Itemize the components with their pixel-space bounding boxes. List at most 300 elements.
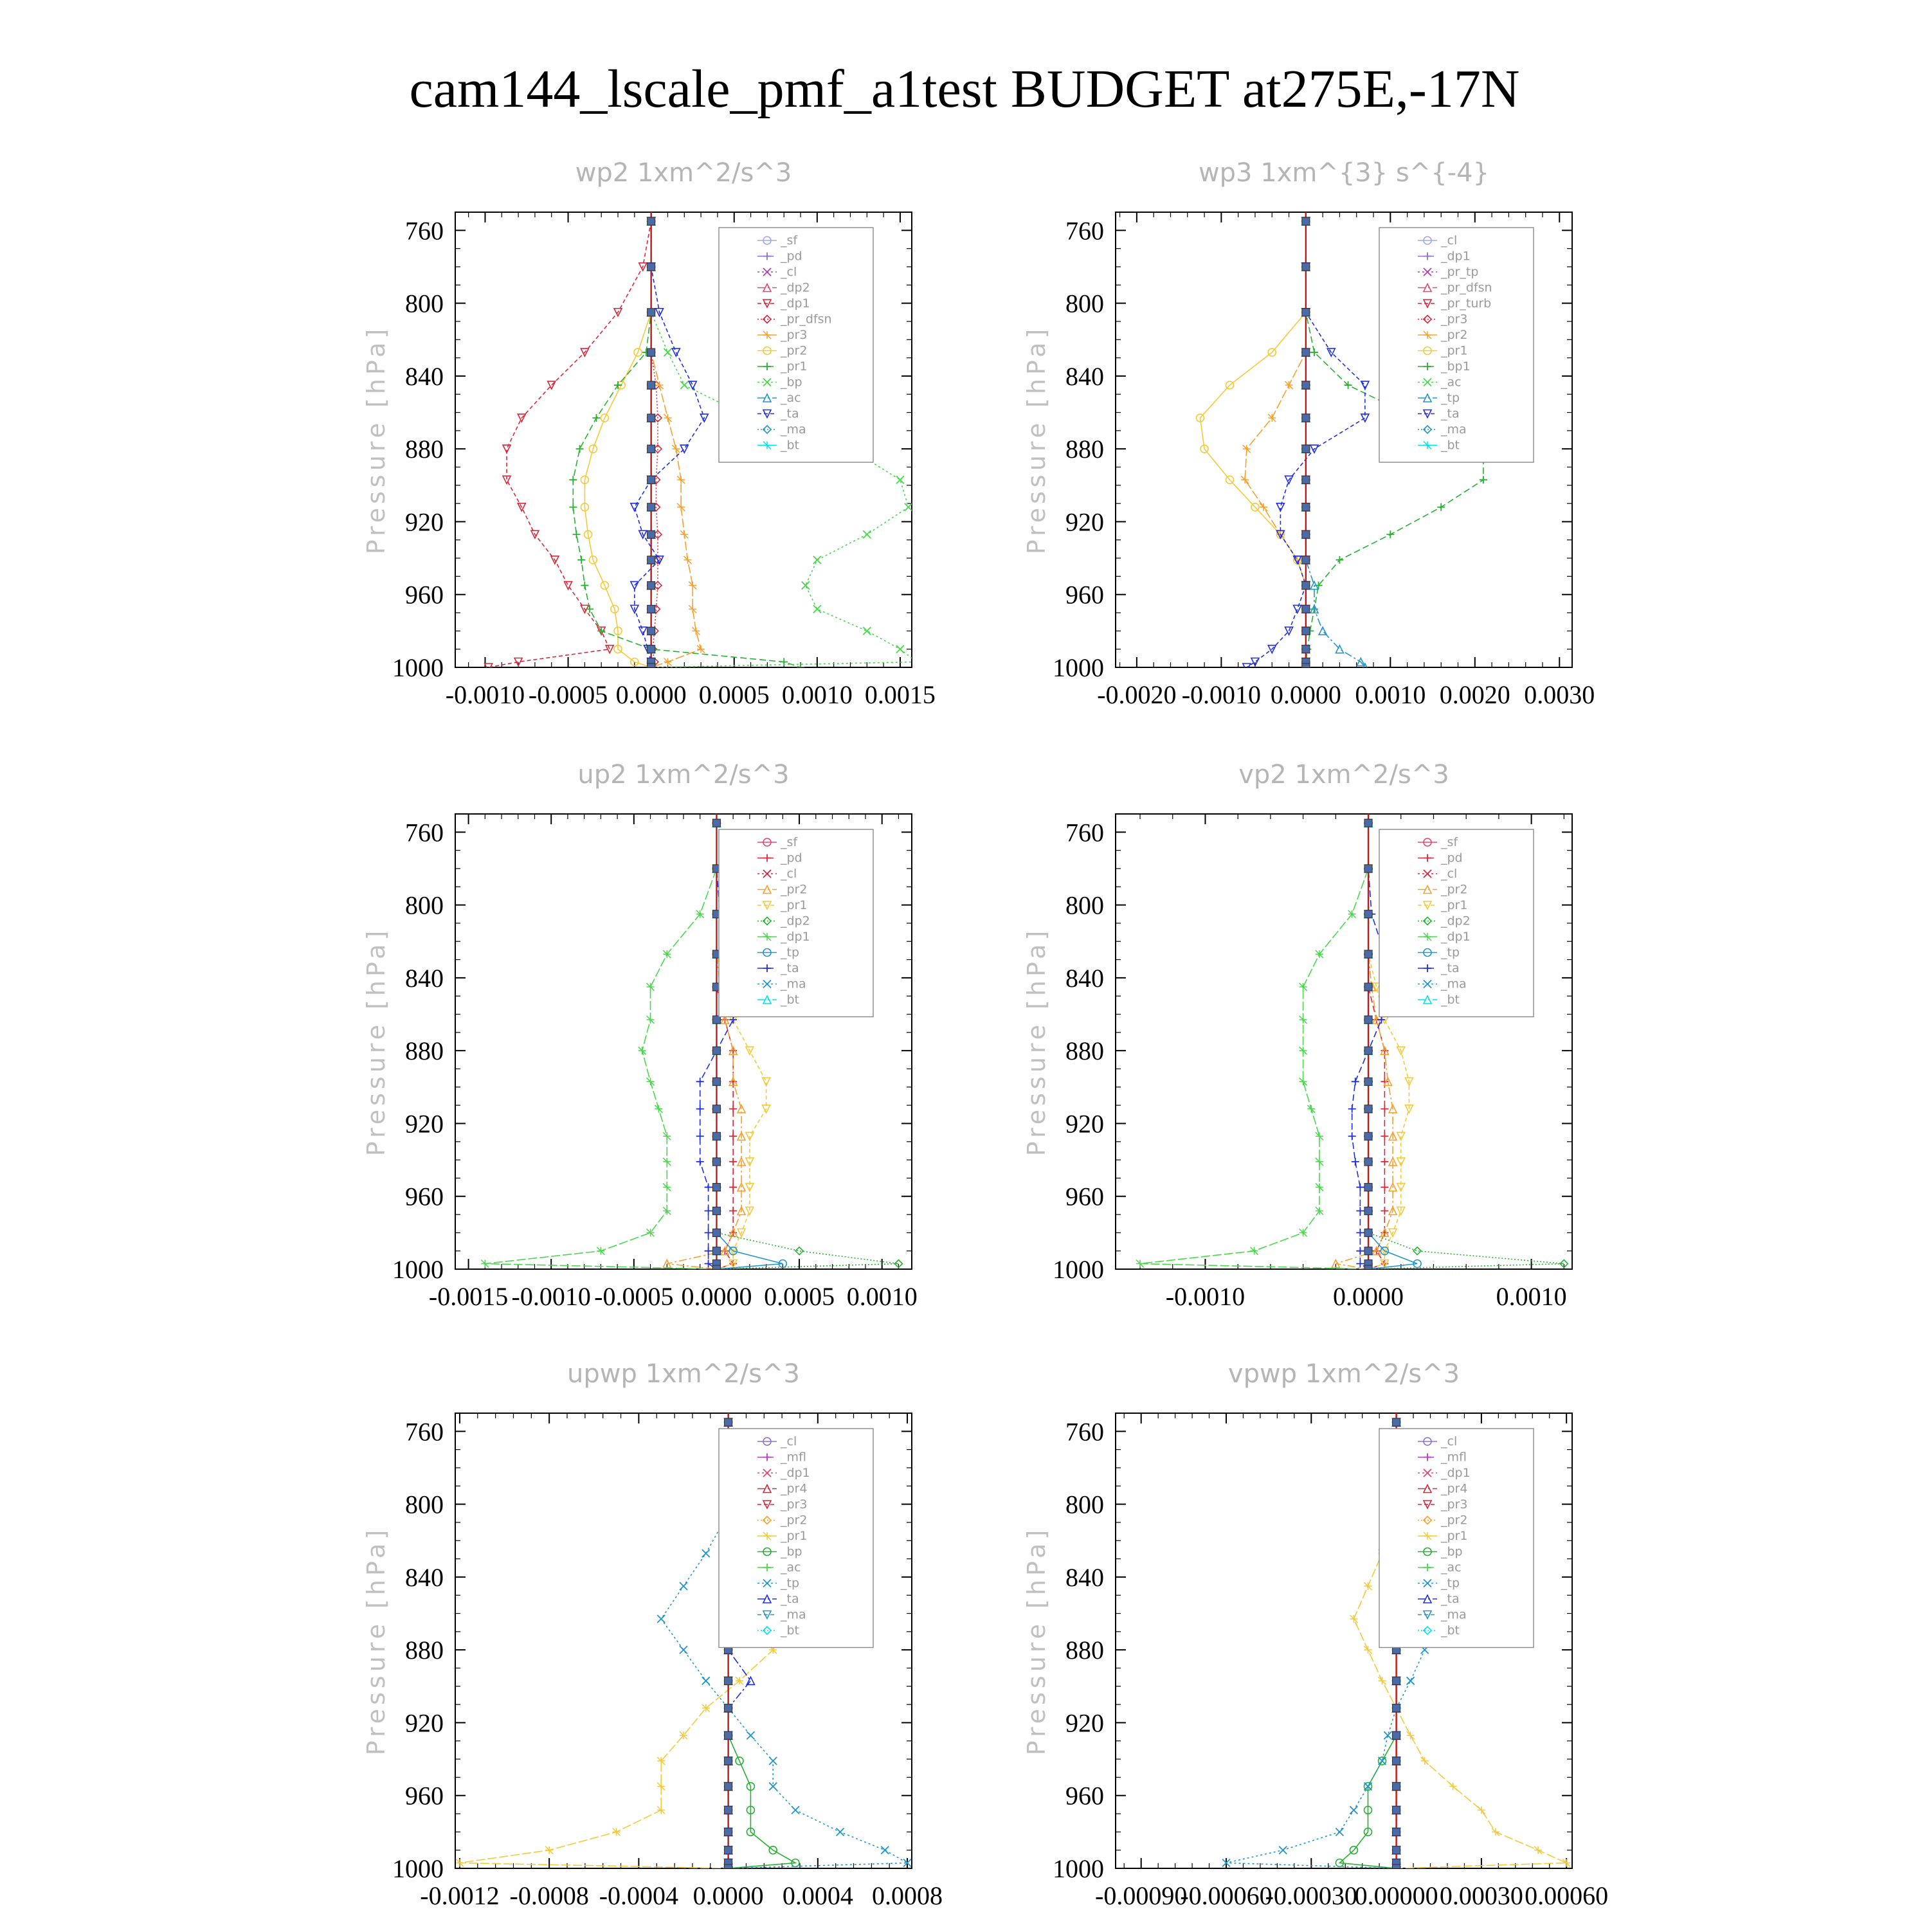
- data-point-dp1: [647, 1078, 655, 1085]
- chart-title: upwp 1xm^2/s^3: [567, 1359, 800, 1389]
- total-budget-marker: [725, 1806, 732, 1814]
- data-point-tp: [680, 1582, 687, 1590]
- y-tick-label: 880: [1065, 1036, 1104, 1066]
- total-budget-marker: [1393, 1757, 1400, 1765]
- y-axis-label: Pressure [hPa]: [362, 926, 390, 1157]
- legend-label: _pr_dfsn: [1441, 280, 1492, 295]
- legend-label: _cl: [1441, 233, 1458, 248]
- total-budget-marker: [1364, 1247, 1372, 1255]
- data-point-pr3: [672, 445, 680, 453]
- legend-label: _ta: [1441, 406, 1460, 421]
- data-point-pr1: [1364, 1582, 1372, 1590]
- total-budget-marker: [725, 1828, 732, 1836]
- data-point-pr2: [1243, 445, 1251, 453]
- total-budget-marker: [1302, 381, 1310, 389]
- legend-label: _bp1: [1441, 359, 1471, 374]
- x-tick-label: 0.0010: [1355, 680, 1426, 709]
- data-point-tp: [657, 1615, 665, 1623]
- total-budget-marker: [725, 1846, 732, 1854]
- y-tick-label: 840: [405, 963, 444, 993]
- series-line-pr3: [651, 221, 701, 667]
- data-point-dp1: [647, 1016, 655, 1024]
- series-line-dp1: [489, 221, 651, 667]
- x-tick-label: 0.0008: [872, 1881, 943, 1910]
- legend-label: _pr1: [781, 359, 808, 374]
- data-point-dp1: [647, 1229, 655, 1236]
- data-point-pr1: [1562, 1859, 1570, 1867]
- y-tick-label: 800: [1065, 1490, 1104, 1519]
- x-tick-label: -0.0010: [511, 1282, 591, 1311]
- data-point-dp1: [597, 1247, 604, 1255]
- legend-label: _pr1: [1441, 1529, 1468, 1543]
- legend-label: _pr2: [1441, 1513, 1468, 1528]
- data-point-pr1: [614, 381, 622, 389]
- y-tick-label: 880: [405, 1636, 444, 1665]
- y-tick-label: 1000: [392, 1854, 444, 1883]
- data-point-pr1: [545, 1846, 553, 1854]
- data-point-pr3: [664, 414, 671, 422]
- data-point-pd: [1381, 1207, 1388, 1214]
- legend-label: _cl: [781, 1434, 797, 1449]
- total-budget-marker: [712, 1229, 720, 1236]
- data-point-bp: [802, 582, 810, 590]
- data-point-tp: [1407, 1677, 1415, 1684]
- data-point-ta: [1356, 1207, 1364, 1214]
- y-tick-label: 760: [1065, 1417, 1104, 1447]
- total-budget-marker: [1364, 1132, 1372, 1140]
- y-tick-label: 760: [1065, 818, 1104, 847]
- legend-label: _pr2: [1441, 882, 1468, 897]
- legend-label: _ta: [781, 961, 799, 975]
- x-tick-label: 0.0000: [615, 680, 687, 709]
- legend-label: _pr3: [1441, 312, 1468, 327]
- legend-label: _ma: [1441, 1607, 1467, 1622]
- legend-label: _ac: [781, 391, 801, 405]
- legend-label: _pr1: [1441, 343, 1468, 358]
- total-budget-marker: [1302, 414, 1310, 422]
- legend-label: _pr_tp: [1441, 265, 1479, 279]
- data-point-ta: [696, 1132, 704, 1140]
- y-tick-label: 880: [1065, 435, 1104, 464]
- data-point-ta: [1348, 1132, 1356, 1140]
- legend-label: _pr2: [781, 882, 808, 897]
- y-tick-label: 1000: [1053, 1255, 1104, 1284]
- x-tick-label: 0.00000: [1354, 1881, 1438, 1910]
- legend-label: _sf: [781, 233, 798, 248]
- x-tick-label: 0.0020: [1439, 680, 1510, 709]
- total-budget-marker: [1302, 263, 1310, 271]
- data-point-ta: [696, 1078, 704, 1085]
- data-point-pd: [1381, 1229, 1388, 1236]
- data-point-pr1: [1379, 1677, 1386, 1684]
- total-budget-marker: [1393, 1846, 1400, 1854]
- data-point-bp1: [1480, 476, 1487, 483]
- x-tick-label: 0.0005: [764, 1282, 835, 1311]
- legend-label: _ma: [781, 422, 806, 437]
- data-point-tp: [1350, 1806, 1357, 1814]
- chart-panel-5: [362, 1359, 943, 1910]
- data-point-dp1: [1307, 1105, 1315, 1113]
- y-tick-label: 800: [405, 1490, 444, 1519]
- y-tick-label: 1000: [392, 653, 444, 682]
- legend-label: _dp1: [1441, 930, 1471, 944]
- data-point-pr3: [692, 627, 700, 635]
- legend-label: _cl: [1441, 1434, 1458, 1449]
- legend-label: _dp1: [1441, 1466, 1471, 1480]
- y-tick-label: 760: [405, 818, 444, 847]
- data-point-pr1: [569, 476, 577, 483]
- y-tick-label: 920: [1065, 1708, 1104, 1738]
- data-point-pr1: [586, 605, 593, 613]
- y-axis-label: Pressure [hPa]: [1022, 926, 1051, 1157]
- total-budget-marker: [1302, 445, 1310, 453]
- data-point-ta: [1352, 1158, 1359, 1166]
- data-point-pr1: [577, 556, 585, 564]
- data-point-bp: [863, 627, 871, 635]
- total-budget-marker: [1393, 1704, 1400, 1712]
- y-tick-label: 920: [405, 507, 444, 537]
- legend-label: _ac: [1441, 1560, 1462, 1575]
- y-tick-label: 840: [1065, 963, 1104, 993]
- total-budget-marker: [725, 1704, 732, 1712]
- legend-label: _dp1: [781, 1466, 810, 1480]
- data-point-pr1: [657, 1806, 665, 1814]
- data-point-dp1: [655, 1105, 662, 1113]
- data-point-dp1: [663, 1158, 671, 1166]
- data-point-tp: [1379, 1757, 1386, 1765]
- data-point-pr1: [581, 582, 588, 590]
- legend-label: _pr1: [1441, 898, 1468, 912]
- legend-label: _ac: [781, 1560, 801, 1575]
- total-budget-marker: [648, 381, 655, 389]
- data-point-pr1: [1478, 1806, 1485, 1814]
- total-budget-marker: [1302, 646, 1310, 653]
- data-point-dp1: [1300, 1016, 1307, 1024]
- total-budget-marker: [712, 1265, 720, 1273]
- data-point-ta: [1348, 1105, 1356, 1113]
- total-budget-marker: [648, 664, 655, 671]
- total-budget-marker: [712, 1247, 720, 1255]
- legend-label: _pr_turb: [1441, 296, 1492, 311]
- x-tick-label: 0.0000: [1333, 1282, 1404, 1311]
- data-point-tp: [881, 1846, 889, 1854]
- data-point-pr3: [680, 530, 688, 538]
- data-point-ta: [705, 1207, 712, 1214]
- total-budget-marker: [725, 1731, 732, 1739]
- legend-label: _pr3: [781, 1497, 808, 1512]
- legend-label: _ta: [1441, 961, 1460, 975]
- legend-label: _dp1: [1441, 249, 1471, 264]
- data-point-tp: [747, 1731, 754, 1739]
- x-tick-label: -0.0005: [528, 680, 608, 709]
- legend-label: _pd: [781, 851, 802, 865]
- legend-label: _bt: [781, 438, 800, 453]
- y-axis-label: Pressure [hPa]: [1022, 325, 1051, 555]
- y-tick-label: 920: [405, 1708, 444, 1738]
- x-tick-label: 0.0010: [846, 1282, 918, 1311]
- legend-label: _mfl: [781, 1450, 806, 1465]
- legend-label: _pr1: [781, 1529, 808, 1543]
- legend-label: _dp2: [1441, 914, 1471, 928]
- total-budget-marker: [1364, 950, 1372, 958]
- legend-label: _bt: [781, 1623, 800, 1638]
- y-tick-label: 800: [405, 890, 444, 920]
- total-budget-marker: [1364, 1016, 1372, 1024]
- data-point-pr1: [569, 503, 577, 511]
- total-budget-marker: [1302, 503, 1310, 511]
- data-point-dp1: [1300, 1229, 1307, 1236]
- x-tick-label: -0.00090: [1095, 1881, 1188, 1910]
- legend-label: _mfl: [1441, 1450, 1467, 1465]
- data-point-bp: [896, 476, 904, 483]
- legend-label: _dp1: [781, 296, 810, 311]
- data-point-pd: [1381, 1132, 1388, 1140]
- total-budget-marker: [648, 348, 655, 356]
- y-tick-label: 760: [405, 1417, 444, 1447]
- data-point-pd: [729, 1105, 737, 1113]
- legend-label: _cl: [781, 265, 797, 279]
- data-point-dp1: [1316, 1158, 1323, 1166]
- data-point-ta: [1356, 1260, 1364, 1268]
- legend-label: _ma: [781, 1607, 806, 1622]
- legend-label: _tp: [1441, 945, 1460, 960]
- data-point-ta: [705, 1260, 712, 1268]
- data-point-pr1: [572, 530, 580, 538]
- chart-panel-3: [362, 760, 918, 1311]
- total-budget-marker: [1364, 1229, 1372, 1236]
- legend-label: _bt: [1441, 1623, 1460, 1638]
- page-title: cam144_lscale_pmf_a1test BUDGET at275E,-17N: [409, 59, 1520, 119]
- data-point-pr1: [1407, 1731, 1415, 1739]
- y-tick-label: 800: [1065, 890, 1104, 920]
- data-point-bp1: [1437, 503, 1445, 511]
- chart-panel-1: [362, 158, 936, 709]
- data-point-tp: [1279, 1846, 1287, 1854]
- legend-label: _pr3: [781, 328, 808, 342]
- chart-panel-6: [1022, 1359, 1608, 1910]
- data-point-dp1: [1300, 983, 1307, 991]
- total-budget-marker: [648, 503, 655, 511]
- series-line-pr1: [1200, 221, 1305, 667]
- data-point-pd: [729, 1158, 737, 1166]
- y-tick-label: 960: [405, 1182, 444, 1211]
- data-point-pr1: [657, 1783, 665, 1791]
- total-budget-marker: [1364, 1265, 1372, 1273]
- data-point-bp: [913, 658, 921, 666]
- data-point-bp1: [1336, 556, 1343, 564]
- y-tick-label: 840: [405, 1562, 444, 1592]
- legend-label: _pr2: [781, 1513, 808, 1528]
- total-budget-marker: [1393, 1864, 1400, 1872]
- y-axis-label: Pressure [hPa]: [1022, 1526, 1051, 1756]
- data-point-pr3: [689, 605, 696, 613]
- y-tick-label: 920: [1065, 1109, 1104, 1139]
- legend-label: _dp2: [781, 280, 810, 295]
- data-point-ta: [696, 1105, 704, 1113]
- data-point-pr2: [1285, 381, 1293, 389]
- total-budget-marker: [1364, 910, 1372, 918]
- data-point-dp1: [638, 1047, 646, 1054]
- legend-label: _tp: [781, 945, 800, 960]
- total-budget-marker: [712, 1132, 720, 1140]
- legend-label: _sf: [781, 835, 798, 849]
- total-budget-marker: [1302, 582, 1310, 590]
- y-tick-label: 1000: [1053, 1854, 1104, 1883]
- y-tick-label: 760: [405, 216, 444, 246]
- total-budget-marker: [712, 1207, 720, 1214]
- y-tick-label: 920: [405, 1109, 444, 1139]
- chart-title: up2 1xm^2/s^3: [577, 760, 790, 790]
- x-tick-label: -0.0005: [594, 1282, 674, 1311]
- legend-label: _ta: [781, 406, 799, 421]
- total-budget-marker: [648, 605, 655, 613]
- data-point-pr3: [684, 556, 691, 564]
- legend-label: _ma: [781, 977, 806, 991]
- total-budget-marker: [648, 627, 655, 635]
- data-point-dp1: [1300, 1047, 1307, 1054]
- data-point-ta: [696, 1158, 704, 1166]
- y-tick-label: 800: [405, 289, 444, 318]
- total-budget-marker: [725, 1757, 732, 1765]
- x-tick-label: 0.0015: [864, 680, 936, 709]
- data-point-bp: [813, 605, 821, 613]
- total-budget-marker: [712, 1184, 720, 1191]
- data-point-dp1: [1300, 1078, 1307, 1085]
- data-point-pr1: [1364, 1646, 1372, 1654]
- data-point-tp: [769, 1757, 777, 1765]
- legend-label: _bp: [1441, 1544, 1463, 1559]
- legend-label: _dp1: [781, 930, 810, 944]
- y-axis-label: Pressure [hPa]: [362, 325, 390, 555]
- data-point-bp: [680, 381, 688, 389]
- x-tick-label: -0.0010: [445, 680, 525, 709]
- data-point-dp1: [663, 1207, 671, 1214]
- legend-label: _cl: [1441, 867, 1458, 881]
- total-budget-marker: [1393, 1806, 1400, 1814]
- legend-label: _pr1: [781, 898, 808, 912]
- y-tick-label: 960: [405, 580, 444, 609]
- legend-label: _bt: [1441, 438, 1460, 453]
- x-tick-label: -0.0008: [509, 1881, 589, 1910]
- y-tick-label: 960: [1065, 1182, 1104, 1211]
- total-budget-marker: [1364, 1158, 1372, 1166]
- total-budget-marker: [648, 217, 655, 225]
- total-budget-marker: [648, 582, 655, 590]
- legend-label: _dp2: [781, 914, 810, 928]
- total-budget-marker: [1393, 1828, 1400, 1836]
- legend-label: _bt: [1441, 993, 1460, 1007]
- total-budget-marker: [648, 476, 655, 483]
- data-point-dp1: [1316, 1132, 1323, 1140]
- y-tick-label: 1000: [392, 1255, 444, 1284]
- total-budget-marker: [712, 819, 720, 827]
- legend-label: _pr_dfsn: [781, 312, 832, 327]
- data-point-pd: [729, 1132, 737, 1140]
- series-line-tp: [1306, 221, 1365, 667]
- data-point-dp1: [1316, 1207, 1323, 1214]
- legend-label: _pr3: [1441, 1497, 1468, 1512]
- data-point-bp: [896, 646, 904, 653]
- data-point-ta: [631, 503, 638, 511]
- data-point-ta: [1352, 1078, 1359, 1085]
- total-budget-marker: [1364, 1105, 1372, 1113]
- data-point-tp: [837, 1828, 844, 1836]
- x-tick-label: -0.0004: [599, 1881, 679, 1910]
- total-budget-marker: [1364, 983, 1372, 991]
- total-budget-marker: [1302, 530, 1310, 538]
- data-point-tp: [1336, 1828, 1343, 1836]
- total-budget-marker: [1302, 627, 1310, 635]
- data-point-dp1: [565, 582, 572, 590]
- data-point-pd: [729, 1207, 737, 1214]
- data-point-ta: [1294, 605, 1301, 613]
- legend-label: _pr2: [1441, 328, 1468, 342]
- legend-label: _sf: [1441, 835, 1458, 849]
- chart-title: vpwp 1xm^2/s^3: [1227, 1359, 1460, 1389]
- chart-panel-4: [1022, 760, 1572, 1311]
- data-point-dp1: [663, 1184, 671, 1191]
- legend-label: _pr4: [781, 1481, 808, 1496]
- data-point-pr2: [1260, 503, 1267, 511]
- data-point-bp1: [1386, 530, 1394, 538]
- x-tick-label: 0.0000: [693, 1881, 764, 1910]
- y-tick-label: 880: [405, 1036, 444, 1066]
- legend-label: _tp: [781, 1576, 800, 1591]
- legend-label: _ta: [781, 1592, 799, 1606]
- legend-label: _ma: [1441, 977, 1467, 991]
- total-budget-marker: [1364, 1047, 1372, 1054]
- data-point-pd: [729, 1229, 737, 1236]
- data-point-bp: [664, 348, 671, 356]
- x-tick-label: 0.0030: [1524, 680, 1595, 709]
- chart-title: wp3 1xm^{3} s^{-4}: [1198, 158, 1490, 188]
- total-budget-marker: [1364, 865, 1372, 872]
- total-budget-marker: [725, 1677, 732, 1684]
- data-point-ta: [1356, 1229, 1364, 1236]
- x-tick-label: 0.0005: [698, 680, 770, 709]
- series-line-pr2: [584, 221, 651, 667]
- total-budget-marker: [648, 646, 655, 653]
- legend-label: _pr2: [781, 343, 808, 358]
- series-line-pr2: [1245, 221, 1306, 667]
- data-point-pr1: [456, 1859, 464, 1867]
- total-budget-marker: [648, 414, 655, 422]
- total-budget-marker: [1364, 1078, 1372, 1085]
- total-budget-marker: [648, 263, 655, 271]
- x-tick-label: -0.0012: [420, 1881, 500, 1910]
- total-budget-marker: [648, 530, 655, 538]
- legend-label: _tp: [1441, 1576, 1460, 1591]
- y-tick-label: 960: [1065, 1781, 1104, 1810]
- legend-label: _ta: [1441, 1592, 1460, 1606]
- x-tick-label: -0.0015: [428, 1282, 509, 1311]
- total-budget-marker: [712, 1158, 720, 1166]
- total-budget-marker: [725, 1783, 732, 1791]
- data-point-pr2: [1241, 476, 1249, 483]
- data-point-pr3: [689, 582, 696, 590]
- legend-label: _ac: [1441, 375, 1462, 390]
- data-point-ta: [639, 627, 647, 635]
- total-budget-marker: [648, 445, 655, 453]
- data-point-bp: [813, 556, 821, 564]
- total-budget-marker: [1393, 1418, 1400, 1426]
- total-budget-marker: [1393, 1677, 1400, 1684]
- y-tick-label: 880: [1065, 1636, 1104, 1665]
- legend-label: _bt: [781, 993, 800, 1007]
- legend-label: _tp: [1441, 391, 1460, 405]
- chart-title: wp2 1xm^2/s^3: [575, 158, 792, 188]
- data-point-ta: [1356, 1247, 1364, 1255]
